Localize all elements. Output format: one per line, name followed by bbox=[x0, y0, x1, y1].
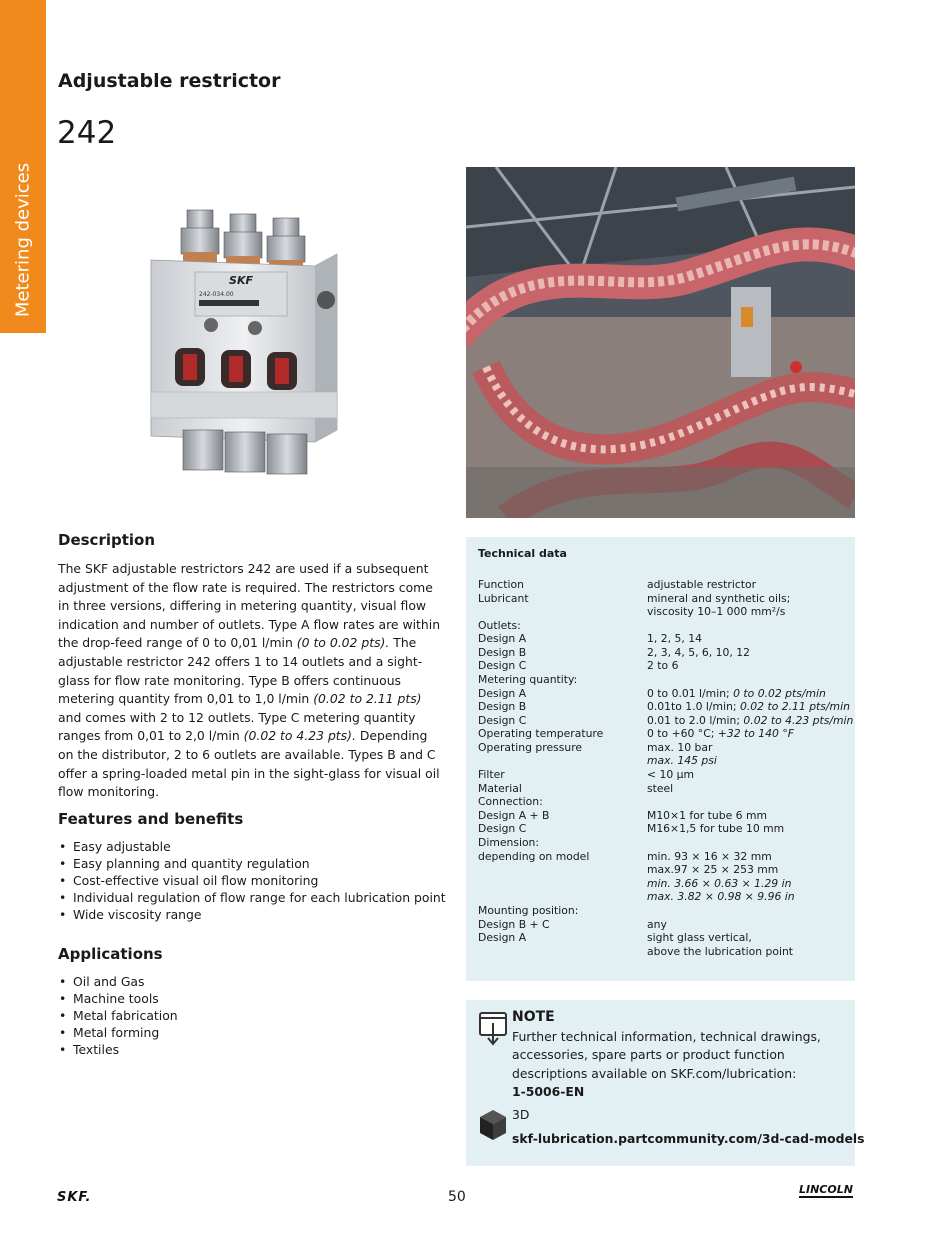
tech-value-imperial: min. 3.66 × 0.63 × 1.29 in bbox=[647, 877, 792, 890]
note-text: Further technical information, technical drawings, accessories, spare parts or product function descriptions available on SKF.com/lubrication: bbox=[512, 1029, 821, 1081]
product-part-label: 242-034.00 bbox=[199, 291, 234, 298]
tech-value: adjustable restrictor bbox=[647, 578, 757, 591]
note-3d-label: 3D bbox=[512, 1107, 530, 1122]
tech-value: 1, 2, 5, 14 bbox=[647, 632, 702, 645]
tech-value-imperial: max. 145 psi bbox=[647, 754, 717, 767]
tech-value: any bbox=[647, 918, 667, 931]
tech-label: Metering quantity: bbox=[478, 673, 578, 686]
note-heading: NOTE bbox=[512, 1009, 555, 1025]
tech-label: depending on model bbox=[478, 850, 590, 863]
tech-value: M10×1 for tube 6 mm bbox=[647, 809, 768, 822]
tech-label: Outlets: bbox=[478, 619, 521, 632]
technical-data-title: Technical data bbox=[478, 547, 567, 560]
features-list bbox=[58, 838, 446, 923]
tech-label: Design B + C bbox=[478, 918, 550, 931]
tech-value: 2, 3, 4, 5, 6, 10, 12 bbox=[647, 646, 751, 659]
book-download-icon bbox=[478, 1011, 508, 1047]
description-segment: (0.02 to 2.11 pts) bbox=[313, 691, 422, 707]
list-item: • Cost-effective visual oil flow monitoring bbox=[58, 872, 446, 889]
tech-value bbox=[647, 714, 853, 728]
list-item: • Easy adjustable bbox=[58, 838, 446, 855]
note-document-code: 1-5006-EN bbox=[512, 1084, 585, 1099]
tech-value: 2 to 6 bbox=[647, 659, 679, 672]
tech-value-metric: 0 to +60 °C; bbox=[647, 727, 718, 740]
section-tab-label: Metering devices bbox=[12, 162, 34, 318]
tech-value: sight glass vertical, bbox=[647, 931, 752, 944]
list-item: • Metal fabrication bbox=[58, 1007, 178, 1024]
tech-label: Design A bbox=[478, 632, 527, 645]
tech-value-metric: 0 to 0.01 l/min; bbox=[647, 687, 734, 700]
tech-label: Lubricant bbox=[478, 592, 529, 605]
tech-value: mineral and synthetic oils; bbox=[647, 592, 791, 605]
list-item: • Machine tools bbox=[58, 990, 178, 1007]
tech-label: Dimension: bbox=[478, 836, 540, 849]
description-text bbox=[58, 560, 443, 802]
tech-value-imperial: +32 to 140 °F bbox=[717, 727, 794, 740]
tech-value-metric: 0.01to 1.0 l/min; bbox=[647, 700, 740, 713]
tech-label: Connection: bbox=[478, 795, 543, 808]
tech-label: Material bbox=[478, 782, 522, 795]
description-segment: (0 to 0.02 pts). bbox=[296, 635, 390, 651]
tech-value: M16×1,5 for tube 10 mm bbox=[647, 822, 785, 835]
features-heading: Features and benefits bbox=[58, 810, 244, 828]
description-segment: The adjustable restrictor 242 offers 1 to 14 outlets and a sight-glass for flow rate monitoring. Type B offers continuous metering quantity from 0,01 to 1,0 l/min bbox=[58, 635, 423, 707]
tech-value: viscosity 10–1 000 mm²/s bbox=[647, 605, 786, 618]
description-segment: Depending on the distributor, 2 to 6 outlets are available. Types B and C offer a spring-loaded metal pin in the sight-glass for visual oil flow monitoring. bbox=[58, 728, 440, 800]
tech-value: above the lubrication point bbox=[647, 945, 794, 958]
description-segment: and comes with 2 to 12 outlets. Type C metering quantity ranges from 0,01 to 2,0 l/min bbox=[58, 709, 416, 744]
applications-list bbox=[58, 973, 178, 1058]
tech-label: Design A bbox=[478, 931, 527, 944]
description-segment: The SKF adjustable restrictors 242 are used if a subsequent adjustment of the flow rate is required. The restrictors come in three versions, differing in metering quantity, visual flow indication and number of outlets. Type A flow rates are within the drop-feed range of 0 to 0,01 l/min bbox=[58, 561, 441, 651]
tech-label: Operating temperature bbox=[478, 727, 604, 740]
tech-label: Function bbox=[478, 578, 524, 591]
tech-value-imperial: 0.02 to 4.23 pts/min bbox=[743, 714, 854, 727]
tech-value-imperial: 0 to 0.02 pts/min bbox=[733, 687, 826, 700]
description-heading: Description bbox=[58, 531, 156, 549]
list-item: • Textiles bbox=[58, 1041, 178, 1058]
page-title: Adjustable restrictor bbox=[58, 70, 281, 92]
product-brand-label: SKF bbox=[229, 274, 253, 287]
applications-heading: Applications bbox=[58, 945, 163, 963]
list-item: • Oil and Gas bbox=[58, 973, 178, 990]
tech-label: Design A bbox=[478, 687, 527, 700]
tech-value bbox=[647, 754, 717, 768]
tech-label: Design B bbox=[478, 646, 527, 659]
page-number: 50 bbox=[448, 1189, 466, 1205]
tech-value bbox=[647, 687, 826, 701]
tech-value: min. 93 × 16 × 32 mm bbox=[647, 850, 772, 863]
tech-value bbox=[647, 877, 791, 891]
list-item: • Metal forming bbox=[58, 1024, 178, 1041]
tech-value bbox=[647, 890, 795, 904]
tech-label: Design A + B bbox=[478, 809, 550, 822]
tech-value: max.97 × 25 × 253 mm bbox=[647, 863, 779, 876]
list-item: • Easy planning and quantity regulation bbox=[58, 855, 446, 872]
tech-label: Filter bbox=[478, 768, 505, 781]
cube-icon bbox=[478, 1108, 508, 1142]
skf-logo: SKF. bbox=[57, 1190, 92, 1205]
cad-models-link[interactable]: skf-lubrication.partcommunity.com/3d-cad-models bbox=[512, 1131, 865, 1146]
product-number: 242 bbox=[57, 115, 117, 151]
list-item: • Wide viscosity range bbox=[58, 906, 446, 923]
tech-value: < 10 µm bbox=[647, 768, 695, 781]
tech-label: Design B bbox=[478, 700, 527, 713]
description-segment: (0.02 to 4.23 pts). bbox=[243, 728, 356, 744]
tech-label: Design C bbox=[478, 659, 527, 672]
tech-value-imperial: max. 3.82 × 0.98 × 9.96 in bbox=[647, 890, 795, 903]
tech-value: steel bbox=[647, 782, 674, 795]
tech-label: Design C bbox=[478, 822, 527, 835]
list-item: • Individual regulation of flow range for each lubrication point bbox=[58, 889, 446, 906]
tech-value bbox=[647, 700, 850, 714]
tech-label: Operating pressure bbox=[478, 741, 583, 754]
tech-value bbox=[647, 727, 794, 741]
tech-label: Design C bbox=[478, 714, 527, 727]
application-photo bbox=[466, 167, 855, 518]
tech-value-imperial: 0.02 to 2.11 pts/min bbox=[739, 700, 850, 713]
tech-label: Mounting position: bbox=[478, 904, 579, 917]
lincoln-logo: LINCOLN bbox=[799, 1183, 853, 1196]
product-photo bbox=[145, 180, 410, 500]
tech-value: max. 10 bar bbox=[647, 741, 713, 754]
tech-value-metric: 0.01 to 2.0 l/min; bbox=[647, 714, 744, 727]
section-tab bbox=[0, 0, 46, 333]
